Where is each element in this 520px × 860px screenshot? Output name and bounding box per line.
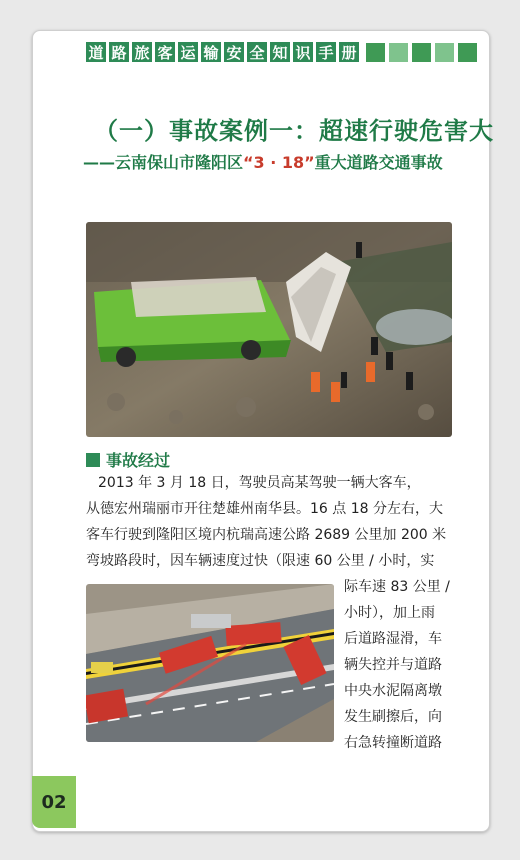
header-char-box: 输 bbox=[201, 42, 221, 62]
body-line: 中央水泥隔离墩 bbox=[344, 683, 442, 699]
body-line: 发生刷擦后，向 bbox=[344, 709, 442, 725]
body-line: 弯坡路段时，因车辆速度过快（限速 60 公里 / 小时，实 bbox=[86, 553, 435, 569]
body-line: 后道路湿滑，车 bbox=[344, 631, 442, 647]
header-char-box: 旅 bbox=[132, 42, 152, 62]
section-marker-icon bbox=[86, 453, 100, 467]
header-char-box: 全 bbox=[247, 42, 267, 62]
accident-illustration bbox=[86, 584, 334, 742]
header-char-box: 知 bbox=[270, 42, 290, 62]
header-char-box: 手 bbox=[316, 42, 336, 62]
body-line: 客车行驶到隆阳区境内杭瑞高速公路 2689 公里加 200 米 bbox=[86, 527, 447, 543]
body-line: 从德宏州瑞丽市开往楚雄州南华县。16 点 18 分左右，大 bbox=[86, 501, 443, 517]
body-line: 辆失控并与道路 bbox=[344, 657, 442, 673]
subtitle-suffix: 重大道路交通事故 bbox=[314, 153, 443, 172]
header-char-box: 册 bbox=[339, 42, 359, 62]
body-line: 右急转撞断道路 bbox=[344, 735, 442, 751]
header-char-box: 客 bbox=[155, 42, 175, 62]
page-title: （一）事故案例一：超速行驶危害大 bbox=[94, 117, 494, 145]
section-heading-label: 事故经过 bbox=[106, 451, 171, 470]
decorative-square bbox=[412, 43, 431, 62]
body-line: 际车速 83 公里 / bbox=[344, 579, 450, 595]
subtitle-prefix: ——云南保山市隆阳区 bbox=[83, 153, 244, 172]
page-subtitle bbox=[83, 150, 443, 173]
handbook-header bbox=[86, 42, 477, 62]
header-char-box: 路 bbox=[109, 42, 129, 62]
decorative-square bbox=[458, 43, 477, 62]
accident-photo bbox=[86, 222, 452, 437]
header-char-box: 道 bbox=[86, 42, 106, 62]
body-line: 小时），加上雨 bbox=[344, 605, 435, 621]
subtitle-date-quote: “3 · 18” bbox=[243, 153, 315, 172]
decorative-square bbox=[389, 43, 408, 62]
body-line: 2013 年 3 月 18 日，驾驶员高某驾驶一辆大客车， bbox=[98, 475, 421, 491]
header-char-box: 识 bbox=[293, 42, 313, 62]
decorative-square bbox=[366, 43, 385, 62]
header-char-box: 安 bbox=[224, 42, 244, 62]
decorative-square bbox=[435, 43, 454, 62]
section-heading bbox=[86, 448, 170, 471]
page-number: 02 bbox=[32, 776, 76, 828]
header-char-box: 运 bbox=[178, 42, 198, 62]
